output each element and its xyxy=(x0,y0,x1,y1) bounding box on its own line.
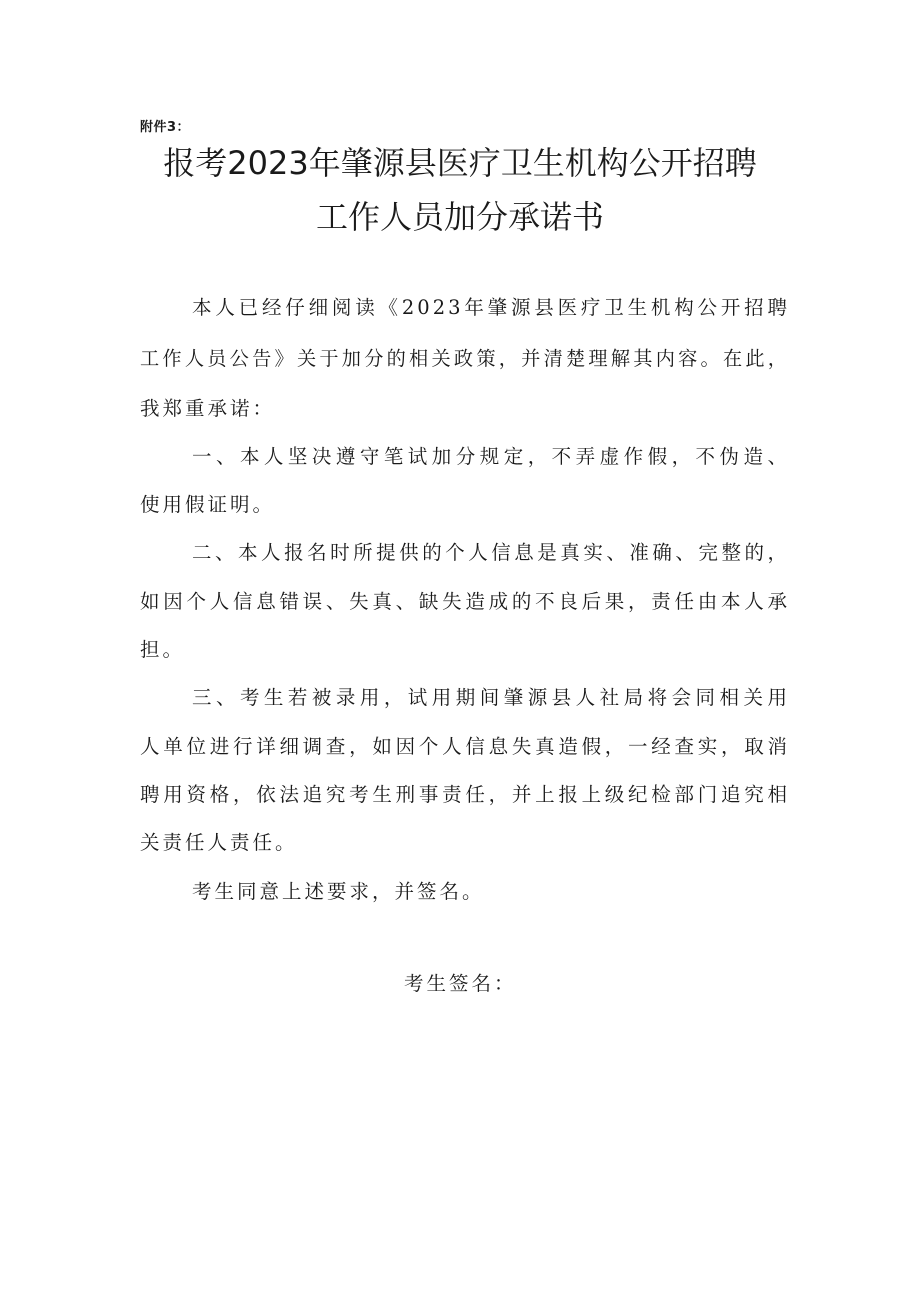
intro-line-2: 工作人员公告》关于加分的相关政策，并清楚理解其内容。在此， xyxy=(140,347,790,370)
item3-line-1: 三、考生若被录用，试用期间肇源县人社局将会同相关用 xyxy=(192,686,790,709)
item3-line-4: 关责任人责任。 xyxy=(140,831,298,854)
item3-line-2: 人单位进行详细调查，如因个人信息失真造假，一经查实，取消 xyxy=(140,735,790,758)
item2-line-3: 担。 xyxy=(140,638,186,661)
item1-line-1: 一、本人坚决遵守笔试加分规定，不弄虚作假，不伪造、 xyxy=(192,445,790,468)
intro-line-1: 本人已经仔细阅读《2023年肇源县医疗卫生机构公开招聘 xyxy=(192,296,790,319)
item2-line-2: 如因个人信息错误、失真、缺失造成的不良后果，责任由本人承 xyxy=(140,590,790,613)
document-title-line-1: 报考2023年肇源县医疗卫生机构公开招聘 xyxy=(163,144,757,182)
attachment-label: 附件3： xyxy=(140,120,191,135)
item3-line-3: 聘用资格，依法追究考生刑事责任，并上报上级纪检部门追究相 xyxy=(140,783,790,806)
intro-line-3: 我郑重承诺： xyxy=(140,397,276,420)
item2-line-1: 二、本人报名时所提供的个人信息是真实、准确、完整的， xyxy=(192,541,790,564)
agreement-text: 考生同意上述要求，并签名。 xyxy=(192,880,485,903)
signature-label: 考生签名： xyxy=(404,972,517,995)
item1-line-2: 使用假证明。 xyxy=(140,493,276,516)
document-title-line-2: 工作人员加分承诺书 xyxy=(315,198,604,236)
